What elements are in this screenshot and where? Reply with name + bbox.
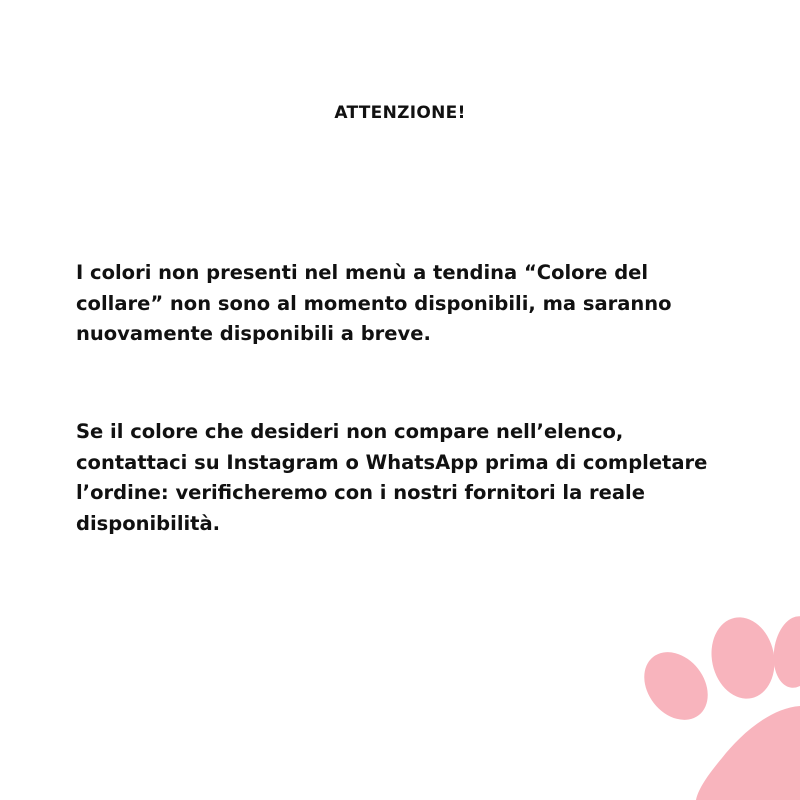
paw-toe-right: [769, 613, 800, 690]
paw-toe-middle: [704, 611, 782, 704]
notice-title: ATTENZIONE!: [334, 103, 466, 123]
paw-print-icon: [600, 600, 800, 800]
paw-toe-left: [631, 640, 721, 733]
notice-paragraph-availability: I colori non presenti nel menù a tendina “Colore del collare” non sono al momento disponibili, ma saranno nuovamente disponibili a breve.: [76, 261, 672, 345]
notice-paragraph-contact: Se il colore che desideri non compare nell’elenco, contattaci su Instagram o WhatsApp prima di completare l’ordine: verificheremo con i nostri fornitori la reale disponibilità.: [76, 420, 708, 535]
paw-pad: [696, 706, 800, 800]
paw-shapes: [631, 611, 800, 800]
